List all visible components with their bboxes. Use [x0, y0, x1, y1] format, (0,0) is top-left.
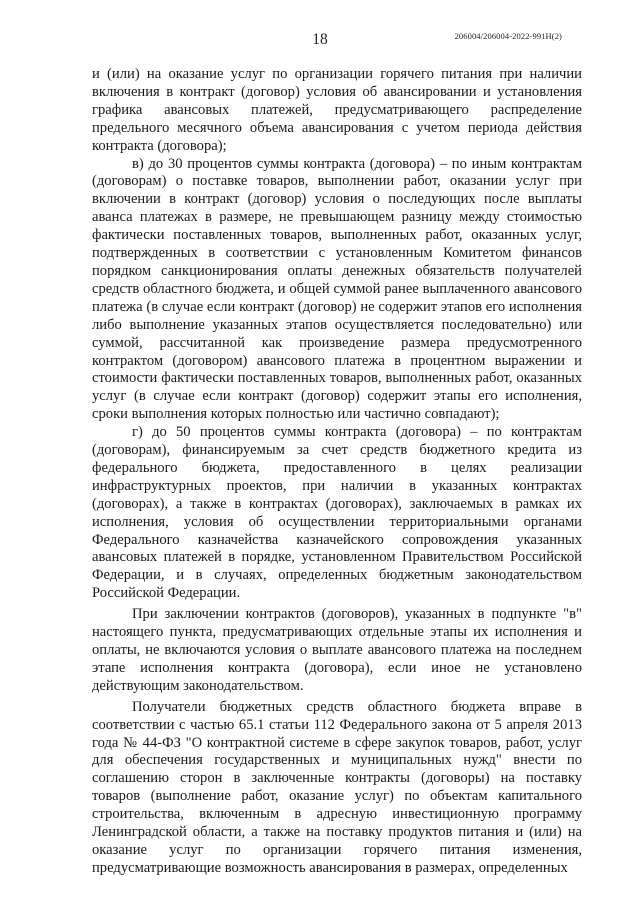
page-number: 18 [312, 31, 328, 48]
paragraph-continuation: и (или) на оказание услуг по организации горячего питания при наличии включения в контракт (договор) условия об авансировании и установления графика авансовых платежей, предусматривающего распределение предельного месячного объема авансирования с учетом периода действия контракта (договора); [92, 66, 582, 154]
paragraph-item-v: в) до 30 процентов суммы контракта (договора) – по иным контрактам (договорам) о поставке товаров, выполнении работ, оказании услуг при включении в контракт (договор) условия о последующих после выплаты аванса платежах в размере, не превышающем разницу между стоимостью фактически поставленных товаров, выполненных работ, оказанных услуг, подтвержденных в соответствии с установленным Комитетом финансов порядком санкционирования оплаты денежных обязательств получателей средств областного бюджета, и общей суммой ранее выплаченного авансового платежа (в случае если контракт (договор) не содержит этапов его исполнения либо выполнение указанных этапов осуществляется последовательно) или суммой, рассчитанной как произведение размера предусмотренного контрактом (договором) авансового платежа в процентном выражении и стоимости фактически поставленных товаров, выполненных работ, оказанных услуг (в случае если контракт (договор) содержит этапы его исполнения, сроки выполнения которых полностью или частично совпадают); [92, 155, 582, 423]
paragraph-contracts-stages: При заключении контрактов (договоров), указанных в подпункте "в" настоящего пункта, предусматривающих отдельные этапы их исполнения и оплаты, не включаются условия о выплате авансового платежа на последнем этапе исполнения контракта (договора), если иное не установлено действующим законодательством. [92, 606, 582, 694]
document-id: 206004/206004-2022-991Н(2) [454, 31, 562, 41]
paragraph-recipients: Получатели бюджетных средств областного бюджета вправе в соответствии с частью 65.1 статьи 112 Федерального закона от 5 апреля 2013 года № 44-ФЗ "О контрактной системе в сфере закупок товаров, работ, услуг для обеспечения государственных и муниципальных нужд" внести по соглашению сторон в заключенные контракты (договоры) на поставку товаров (выполнение работ, оказание услуг) по объектам капитального строительства, включенным в адресную инвестиционную программу Ленинградской области, а также на поставку продуктов питания и (или) на оказание услуг по организации горячего питания изменения, предусматривающие возможность авансирования в размерах, определенных [92, 698, 582, 876]
paragraph-item-g: г) до 50 процентов суммы контракта (договора) – по контрактам (договорам), финансируемым за счет средств бюджетного кредита из федерального бюджета, предоставленного в целях реализации инфраструктурных проектов, при наличии в указанных контрактах (договорах), а также в контрактах (договорах), заключаемых в рамках их исполнения, условия об осуществлении территориальными органами Федерального казначейства казначейского сопровождения указанных авансовых платежей в порядке, установленном Правительством Российской Федерации, и в случаях, определенных бюджетным законодательством Российской Федерации. [92, 424, 582, 602]
document-body [92, 66, 582, 878]
